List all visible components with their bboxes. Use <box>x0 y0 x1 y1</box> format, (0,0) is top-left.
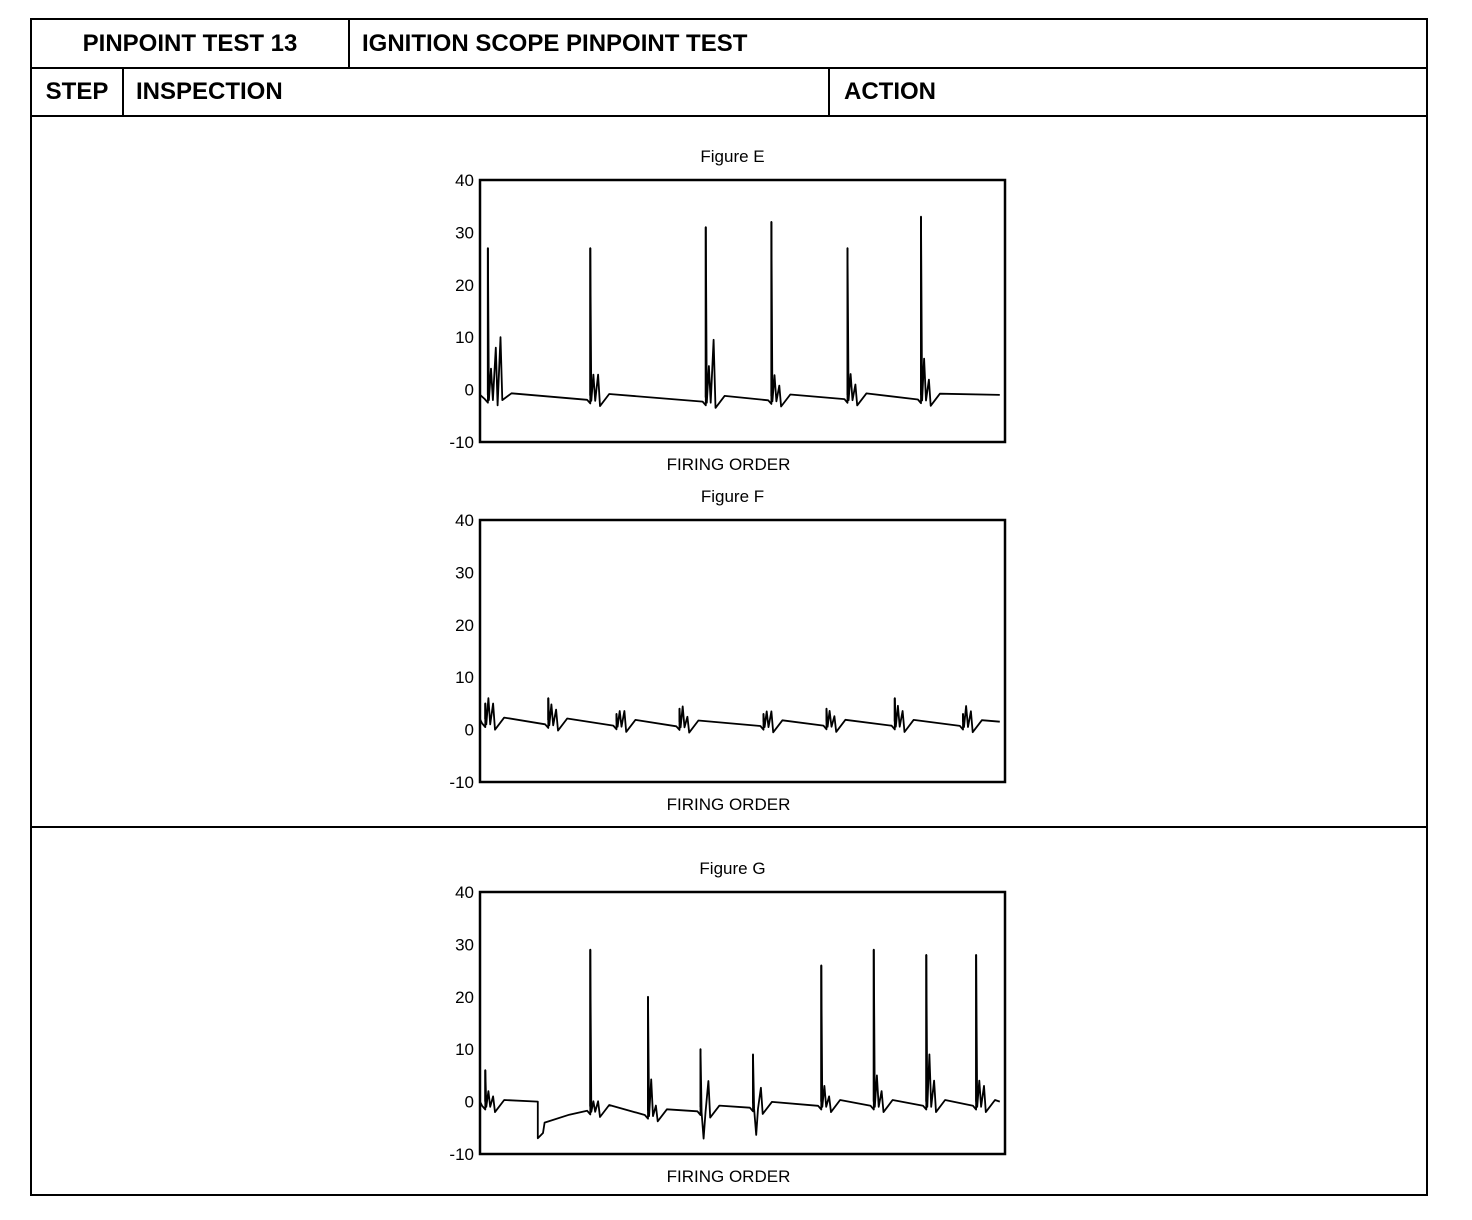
figure-g-y-tick-label: -10 <box>449 1145 474 1164</box>
figure-f-y-tick-label: 30 <box>455 563 474 583</box>
column-header-action: ACTION <box>844 78 936 105</box>
figure-f-y-tick-label: 10 <box>455 668 474 688</box>
figure-e-plot-frame <box>480 180 1005 442</box>
column-header-row <box>32 69 1426 117</box>
figure-e-y-tick-label: 0 <box>464 380 474 400</box>
figure-f-chart <box>430 478 1030 823</box>
figure-e-y-tick-label: -10 <box>449 433 474 452</box>
figure-f-title: Figure F <box>700 487 765 506</box>
figure-g-x-axis-label: FIRING ORDER <box>666 1167 791 1186</box>
figure-g-waveform <box>480 950 1000 1139</box>
figure-e-x-axis-label: FIRING ORDER <box>666 455 791 474</box>
figure-f-y-tick-label: 0 <box>464 720 474 740</box>
row-divider <box>32 826 1426 828</box>
test-number: PINPOINT TEST 13 <box>32 20 350 67</box>
figure-e-y-tick-label: 10 <box>455 328 474 348</box>
figure-g-title: Figure G <box>699 859 766 878</box>
figure-f-y-tick-label: 40 <box>455 511 474 530</box>
figure-e-y-tick-label: 30 <box>455 223 474 243</box>
column-header-inspection: INSPECTION <box>124 69 830 115</box>
figure-g-y-tick-label: 30 <box>455 935 474 955</box>
figure-f-x-axis-label: FIRING ORDER <box>666 795 791 814</box>
test-title: IGNITION SCOPE PINPOINT TEST <box>362 29 748 57</box>
figure-f-waveform <box>480 698 1000 732</box>
column-header-step: STEP <box>32 69 124 115</box>
figure-g-y-tick-label: 20 <box>455 987 474 1007</box>
figure-e-y-tick-label: 20 <box>455 275 474 295</box>
figure-g-y-tick-label: 40 <box>455 883 474 902</box>
figure-e-y-tick-label: 40 <box>455 171 474 190</box>
figure-e-title: Figure E <box>700 147 765 166</box>
figure-f-y-tick-label: 20 <box>455 615 474 635</box>
figure-f-y-tick-label: -10 <box>449 773 474 792</box>
figure-g-y-tick-label: 10 <box>455 1040 474 1060</box>
figure-g-chart <box>430 850 1030 1195</box>
figure-g-y-tick-label: 0 <box>464 1092 474 1112</box>
figure-e-chart <box>430 138 1030 483</box>
figure-f-plot-frame <box>480 520 1005 782</box>
test-header-row <box>32 20 1426 69</box>
